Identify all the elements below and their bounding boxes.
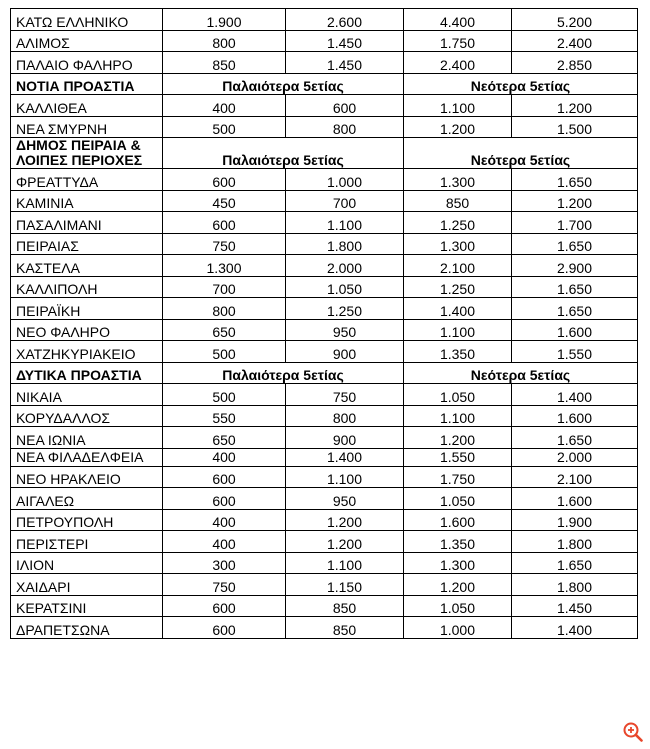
area-name: ΦΡΕΑΤΤΥΔΑ xyxy=(11,169,163,191)
older-min-price: 800 xyxy=(163,298,286,320)
newer-min-price: 1.050 xyxy=(404,595,512,617)
older-max-price: 950 xyxy=(286,319,404,341)
older-min-price: 550 xyxy=(163,405,286,427)
older-min-price: 400 xyxy=(163,448,286,466)
older-min-price: 600 xyxy=(163,617,286,639)
older-min-price: 650 xyxy=(163,319,286,341)
area-name: ΝΕΟ ΗΡΑΚΛΕΙΟ xyxy=(11,466,163,488)
older-min-price: 1.900 xyxy=(163,9,286,31)
area-name: ΝΕΑ ΣΜΥΡΝΗ xyxy=(11,116,163,138)
newer-max-price: 1.800 xyxy=(512,574,638,596)
older-max-price: 1.200 xyxy=(286,509,404,531)
newer-min-price: 2.400 xyxy=(404,52,512,74)
newer-min-price: 1.250 xyxy=(404,212,512,234)
newer-min-price: 1.100 xyxy=(404,405,512,427)
older-5yr-header: Παλαιότερα 5ετίας xyxy=(163,73,404,95)
newer-max-price: 2.100 xyxy=(512,466,638,488)
newer-max-price: 1.800 xyxy=(512,531,638,553)
area-name: ΚΑΛΛΙΠΟΛΗ xyxy=(11,276,163,298)
older-max-price: 900 xyxy=(286,427,404,449)
newer-max-price: 1.650 xyxy=(512,276,638,298)
newer-max-price: 2.400 xyxy=(512,30,638,52)
older-max-price: 700 xyxy=(286,190,404,212)
area-name: ΔΡΑΠΕΤΣΩΝΑ xyxy=(11,617,163,639)
section-header-row xyxy=(11,73,638,95)
newer-min-price: 1.050 xyxy=(404,384,512,406)
newer-min-price: 1.350 xyxy=(404,531,512,553)
older-min-price: 450 xyxy=(163,190,286,212)
older-min-price: 400 xyxy=(163,509,286,531)
newer-min-price: 4.400 xyxy=(404,9,512,31)
area-name: ΠΑΣΑΛΙΜΑΝΙ xyxy=(11,212,163,234)
newer-min-price: 2.100 xyxy=(404,255,512,277)
section-header-row xyxy=(11,138,638,169)
newer-max-price: 5.200 xyxy=(512,9,638,31)
newer-min-price: 1.250 xyxy=(404,276,512,298)
newer-min-price: 1.350 xyxy=(404,341,512,363)
newer-max-price: 1.600 xyxy=(512,488,638,510)
area-name: ΝΕΑ ΙΩΝΙΑ xyxy=(11,427,163,449)
newer-min-price: 1.050 xyxy=(404,488,512,510)
older-max-price: 1.150 xyxy=(286,574,404,596)
area-name: ΑΛΙΜΟΣ xyxy=(11,30,163,52)
area-price-row xyxy=(11,574,638,596)
area-price-row xyxy=(11,255,638,277)
section-title: ΔΥΤΙΚΑ ΠΡΟΑΣΤΙΑ xyxy=(11,362,163,384)
older-min-price: 750 xyxy=(163,574,286,596)
area-price-row xyxy=(11,190,638,212)
older-max-price: 1.800 xyxy=(286,233,404,255)
newer-min-price: 1.300 xyxy=(404,169,512,191)
newer-max-price: 1.400 xyxy=(512,384,638,406)
older-5yr-header: Παλαιότερα 5ετίας xyxy=(163,138,404,169)
older-min-price: 700 xyxy=(163,276,286,298)
older-min-price: 600 xyxy=(163,466,286,488)
older-5yr-header: Παλαιότερα 5ετίας xyxy=(163,362,404,384)
older-max-price: 1.100 xyxy=(286,466,404,488)
newer-max-price: 1.450 xyxy=(512,595,638,617)
area-name: ΠΕΤΡΟΥΠΟΛΗ xyxy=(11,509,163,531)
newer-max-price: 1.900 xyxy=(512,509,638,531)
older-max-price: 750 xyxy=(286,384,404,406)
area-price-row xyxy=(11,233,638,255)
older-max-price: 850 xyxy=(286,595,404,617)
area-price-row xyxy=(11,595,638,617)
older-min-price: 600 xyxy=(163,595,286,617)
older-min-price: 400 xyxy=(163,531,286,553)
newer-min-price: 1.750 xyxy=(404,466,512,488)
area-name: ΚΟΡΥΔΑΛΛΟΣ xyxy=(11,405,163,427)
area-price-row xyxy=(11,52,638,74)
area-price-row xyxy=(11,617,638,639)
newer-max-price: 1.200 xyxy=(512,190,638,212)
newer-min-price: 1.200 xyxy=(404,427,512,449)
newer-max-price: 1.700 xyxy=(512,212,638,234)
area-price-row xyxy=(11,95,638,117)
newer-max-price: 1.200 xyxy=(512,95,638,117)
newer-max-price: 2.000 xyxy=(512,448,638,466)
area-price-row xyxy=(11,488,638,510)
older-max-price: 2.000 xyxy=(286,255,404,277)
section-title: ΔΗΜΟΣ ΠΕΙΡΑΙΑ & ΛΟΙΠΕΣ ΠΕΡΙΟΧΕΣ xyxy=(11,138,163,169)
area-price-row xyxy=(11,405,638,427)
older-max-price: 1.450 xyxy=(286,52,404,74)
section-header-row xyxy=(11,362,638,384)
older-max-price: 1.400 xyxy=(286,448,404,466)
newer-min-price: 1.550 xyxy=(404,448,512,466)
newer-max-price: 1.650 xyxy=(512,233,638,255)
newer-min-price: 1.300 xyxy=(404,552,512,574)
newer-min-price: 850 xyxy=(404,190,512,212)
area-name: ΠΕΡΙΣΤΕΡΙ xyxy=(11,531,163,553)
older-max-price: 1.200 xyxy=(286,531,404,553)
older-min-price: 600 xyxy=(163,488,286,510)
area-price-row xyxy=(11,298,638,320)
newer-min-price: 1.600 xyxy=(404,509,512,531)
older-max-price: 900 xyxy=(286,341,404,363)
newer-max-price: 1.550 xyxy=(512,341,638,363)
area-price-row xyxy=(11,427,638,449)
older-max-price: 1.050 xyxy=(286,276,404,298)
section-title: ΝΟΤΙΑ ΠΡΟΑΣΤΙΑ xyxy=(11,73,163,95)
older-max-price: 800 xyxy=(286,405,404,427)
newer-max-price: 1.650 xyxy=(512,427,638,449)
area-name: ΠΕΙΡΑΪΚΗ xyxy=(11,298,163,320)
area-price-row xyxy=(11,9,638,31)
older-min-price: 650 xyxy=(163,427,286,449)
zoom-in-icon[interactable] xyxy=(622,721,644,743)
area-name: ΧΑΤΖΗΚΥΡΙΑΚΕΙΟ xyxy=(11,341,163,363)
newer-max-price: 1.600 xyxy=(512,319,638,341)
area-name: ΙΛΙΟΝ xyxy=(11,552,163,574)
newer-5yr-header: Νεότερα 5ετίας xyxy=(404,138,638,169)
area-price-row xyxy=(11,341,638,363)
area-price-row xyxy=(11,509,638,531)
older-min-price: 1.300 xyxy=(163,255,286,277)
newer-max-price: 2.900 xyxy=(512,255,638,277)
newer-max-price: 1.650 xyxy=(512,298,638,320)
area-price-row xyxy=(11,384,638,406)
area-price-row xyxy=(11,276,638,298)
newer-max-price: 1.400 xyxy=(512,617,638,639)
newer-5yr-header: Νεότερα 5ετίας xyxy=(404,362,638,384)
older-max-price: 2.600 xyxy=(286,9,404,31)
newer-max-price: 2.850 xyxy=(512,52,638,74)
newer-max-price: 1.600 xyxy=(512,405,638,427)
area-price-row xyxy=(11,466,638,488)
area-name: ΚΑΣΤΕΛΑ xyxy=(11,255,163,277)
older-min-price: 400 xyxy=(163,95,286,117)
older-min-price: 800 xyxy=(163,30,286,52)
newer-min-price: 1.000 xyxy=(404,617,512,639)
area-name: ΠΕΙΡΑΙΑΣ xyxy=(11,233,163,255)
newer-max-price: 1.650 xyxy=(512,552,638,574)
older-max-price: 1.100 xyxy=(286,552,404,574)
older-max-price: 950 xyxy=(286,488,404,510)
newer-max-price: 1.650 xyxy=(512,169,638,191)
area-name: ΝΕΑ ΦΙΛΑΔΕΛΦΕΙΑ xyxy=(11,448,163,466)
area-name: ΚΕΡΑΤΣΙΝΙ xyxy=(11,595,163,617)
area-name: ΚΑΜΙΝΙΑ xyxy=(11,190,163,212)
older-max-price: 800 xyxy=(286,116,404,138)
older-max-price: 1.250 xyxy=(286,298,404,320)
newer-min-price: 1.300 xyxy=(404,233,512,255)
area-price-row xyxy=(11,30,638,52)
area-price-row xyxy=(11,448,638,466)
older-max-price: 600 xyxy=(286,95,404,117)
area-name: ΝΕΟ ΦΑΛΗΡΟ xyxy=(11,319,163,341)
older-min-price: 600 xyxy=(163,169,286,191)
older-min-price: 850 xyxy=(163,52,286,74)
area-name: ΝΙΚΑΙΑ xyxy=(11,384,163,406)
area-price-row xyxy=(11,169,638,191)
price-table xyxy=(10,8,638,639)
older-max-price: 1.450 xyxy=(286,30,404,52)
area-price-row xyxy=(11,212,638,234)
older-min-price: 750 xyxy=(163,233,286,255)
area-price-row xyxy=(11,116,638,138)
area-name: ΚΑΤΩ ΕΛΛΗΝΙΚΟ xyxy=(11,9,163,31)
area-name: ΧΑΙΔΑΡΙ xyxy=(11,574,163,596)
newer-min-price: 1.200 xyxy=(404,116,512,138)
newer-max-price: 1.500 xyxy=(512,116,638,138)
newer-min-price: 1.750 xyxy=(404,30,512,52)
older-max-price: 850 xyxy=(286,617,404,639)
older-min-price: 500 xyxy=(163,116,286,138)
newer-min-price: 1.100 xyxy=(404,95,512,117)
area-price-row xyxy=(11,319,638,341)
area-name: ΑΙΓΑΛΕΩ xyxy=(11,488,163,510)
area-name: ΚΑΛΛΙΘΕΑ xyxy=(11,95,163,117)
older-max-price: 1.000 xyxy=(286,169,404,191)
newer-5yr-header: Νεότερα 5ετίας xyxy=(404,73,638,95)
older-max-price: 1.100 xyxy=(286,212,404,234)
older-min-price: 500 xyxy=(163,384,286,406)
newer-min-price: 1.100 xyxy=(404,319,512,341)
newer-min-price: 1.200 xyxy=(404,574,512,596)
area-price-row xyxy=(11,531,638,553)
area-name: ΠΑΛΑΙΟ ΦΑΛΗΡΟ xyxy=(11,52,163,74)
area-price-row xyxy=(11,552,638,574)
older-min-price: 300 xyxy=(163,552,286,574)
older-min-price: 500 xyxy=(163,341,286,363)
newer-min-price: 1.400 xyxy=(404,298,512,320)
older-min-price: 600 xyxy=(163,212,286,234)
